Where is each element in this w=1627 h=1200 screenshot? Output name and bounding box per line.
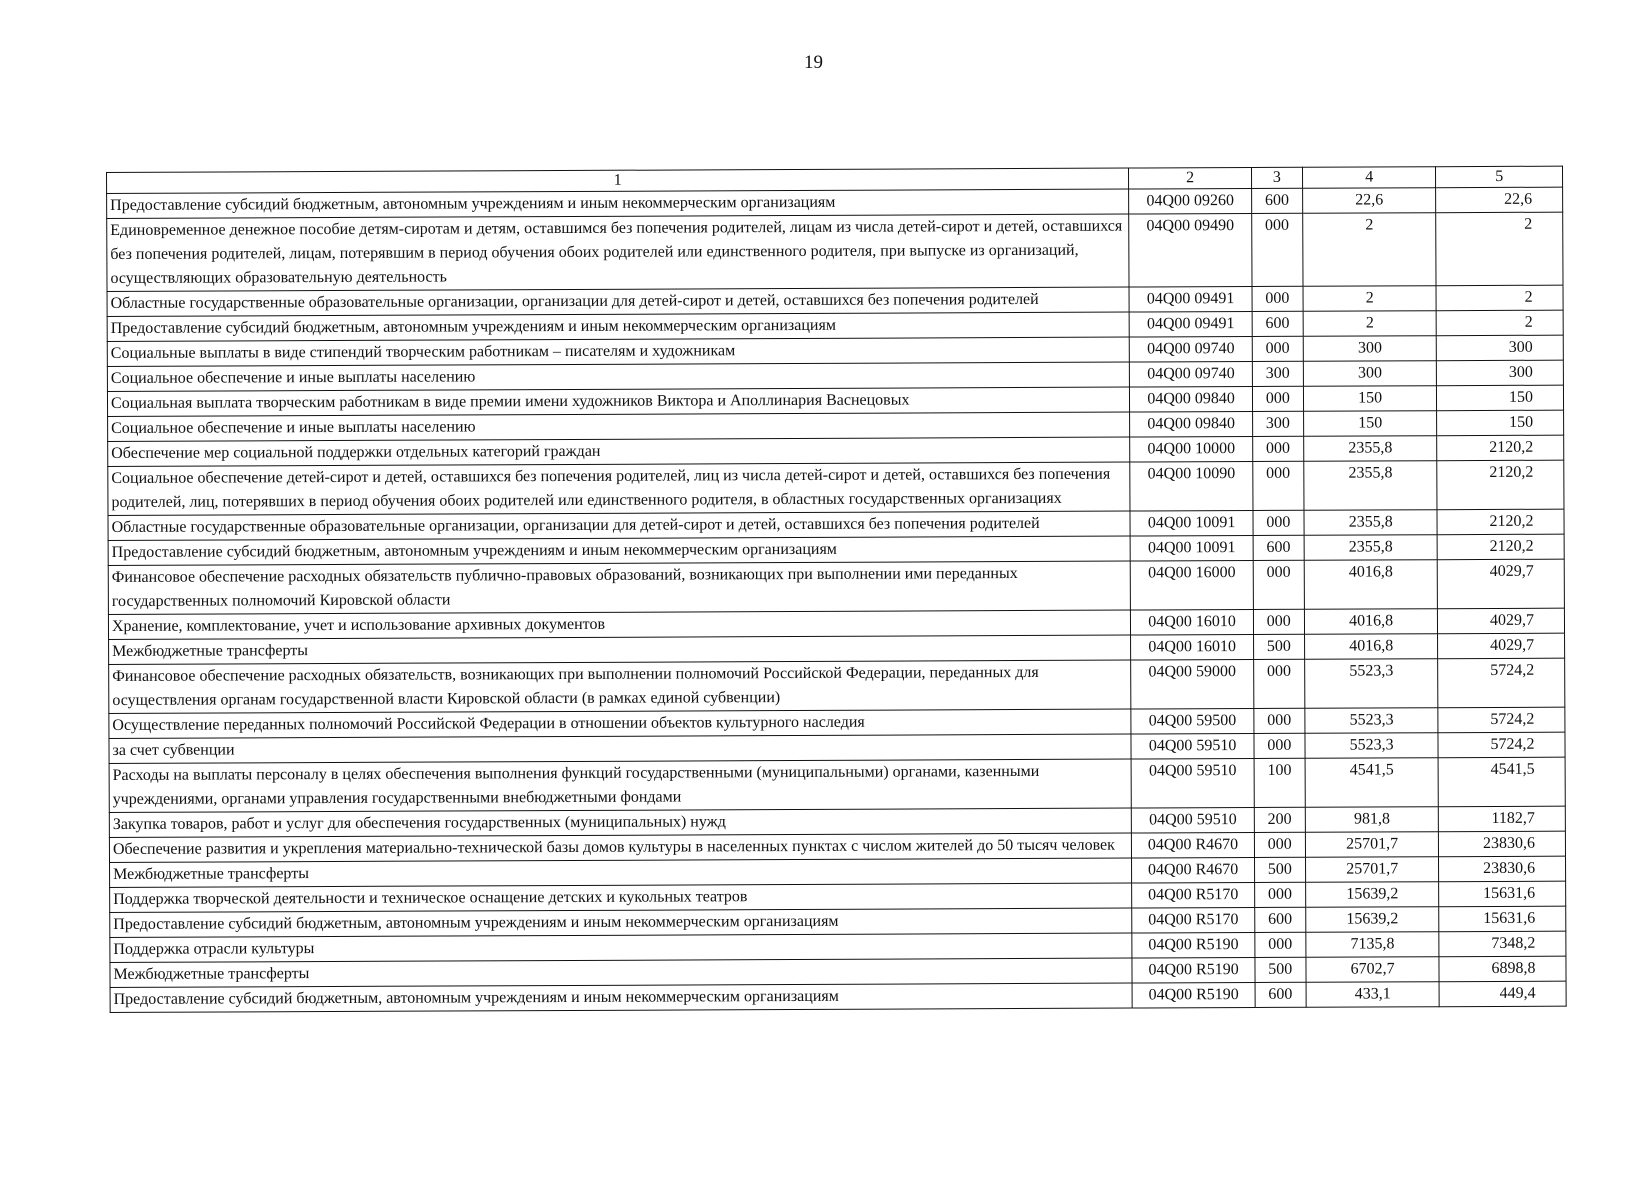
- expense-type-cell: 000: [1252, 436, 1303, 461]
- expense-name-cell: Закупка товаров, работ и услуг для обеспечения государственных (муниципальных) нужд: [109, 808, 1131, 837]
- expense-type-cell: 000: [1253, 659, 1304, 708]
- expense-type-cell: 500: [1254, 857, 1305, 882]
- expense-type-cell: 000: [1253, 609, 1304, 634]
- amount-year1-cell: 5523,3: [1304, 659, 1438, 709]
- expense-name-cell: Межбюджетные трансферты: [110, 858, 1132, 887]
- budget-code-cell: 04Q00 09260: [1129, 189, 1252, 215]
- amount-year2-cell: 2120,2: [1437, 509, 1564, 535]
- expense-name-cell: Социальное обеспечение и иные выплаты населению: [107, 362, 1129, 391]
- expense-type-cell: 600: [1251, 188, 1302, 213]
- expense-type-cell: 300: [1252, 411, 1303, 436]
- amount-year1-cell: 4541,5: [1305, 758, 1439, 808]
- budget-code-cell: 04Q00 09490: [1129, 214, 1252, 288]
- expense-name-cell: Единовременное денежное пособие детям-сиротам и детям, оставшимся без попечения родителей, лицам из числа детей-сирот и детей, оставшихся без попечения родителей, лицам, потерявшим в период обучения обоих родителей или единственного родителя, при выпуске из организаций, осуществляющих образовательную деятельность: [107, 214, 1130, 291]
- expense-type-cell: 000: [1251, 213, 1302, 286]
- table-row: [108, 460, 1564, 515]
- expense-type-cell: 500: [1255, 957, 1306, 982]
- expense-name-cell: Социальная выплата творческим работникам в виде премии имени художников Виктора и Аполлинария Васнецовых: [107, 387, 1129, 416]
- expense-type-cell: 000: [1253, 510, 1304, 535]
- amount-year2-cell: 2: [1437, 310, 1564, 336]
- budget-code-cell: 04Q00 10090: [1130, 461, 1253, 511]
- expense-name-cell: Хранение, комплектование, учет и использование архивных документов: [108, 610, 1130, 639]
- expense-type-cell: 100: [1254, 758, 1305, 807]
- amount-year1-cell: 25701,7: [1305, 857, 1439, 883]
- expense-name-cell: Финансовое обеспечение расходных обязательств, возникающих при выполнении полномочий Российской Федерации, переданных для осуществления органам государственной власти Кировской области (в рамках единой субвенции): [109, 660, 1132, 713]
- budget-code-cell: 04Q00 59500: [1131, 708, 1254, 734]
- amount-year1-cell: 22,6: [1302, 188, 1436, 214]
- header-cell-5: 5: [1436, 166, 1563, 188]
- budget-code-cell: 04Q00 09491: [1129, 312, 1252, 338]
- amount-year2-cell: 6898,8: [1439, 956, 1566, 982]
- amount-year1-cell: 15639,2: [1305, 882, 1439, 908]
- amount-year2-cell: 7348,2: [1439, 931, 1566, 957]
- expense-type-cell: 600: [1253, 535, 1304, 560]
- amount-year2-cell: 2: [1436, 285, 1563, 311]
- budget-code-cell: 04Q00 R5190: [1132, 982, 1255, 1008]
- expense-type-cell: 200: [1254, 807, 1305, 832]
- expense-name-cell: Предоставление субсидий бюджетным, автономным учреждениям и иным некоммерческим организациям: [107, 189, 1129, 218]
- amount-year2-cell: 22,6: [1436, 187, 1563, 213]
- expense-name-cell: за счет субвенции: [109, 734, 1131, 763]
- amount-year2-cell: 300: [1437, 360, 1564, 386]
- budget-code-cell: 04Q00 R5190: [1132, 957, 1255, 983]
- expense-name-cell: Расходы на выплаты персоналу в целях обеспечения выполнения функций государственными (муниципальными) органами, казенными учреждениями, органами управления государственными внебюджетными фондами: [109, 759, 1132, 812]
- expense-name-cell: Поддержка творческой деятельности и техническое оснащение детских и кукольных театров: [110, 883, 1132, 912]
- amount-year1-cell: 4016,8: [1304, 560, 1438, 610]
- expense-type-cell: 600: [1255, 907, 1306, 932]
- expense-type-cell: 000: [1252, 386, 1303, 411]
- amount-year1-cell: 4016,8: [1304, 609, 1438, 635]
- amount-year2-cell: 2120,2: [1437, 435, 1564, 461]
- budget-code-cell: 04Q00 59510: [1132, 807, 1255, 833]
- expense-name-cell: Межбюджетные трансферты: [109, 635, 1131, 664]
- amount-year2-cell: 150: [1437, 410, 1564, 436]
- budget-code-cell: 04Q00 10091: [1130, 510, 1253, 536]
- header-cell-3: 3: [1251, 167, 1302, 188]
- budget-code-cell: 04Q00 09740: [1130, 362, 1253, 388]
- expense-name-cell: Предоставление субсидий бюджетным, автономным учреждениям и иным некоммерческим организациям: [110, 908, 1132, 937]
- amount-year1-cell: 150: [1303, 386, 1437, 412]
- amount-year2-cell: 5724,2: [1438, 707, 1565, 733]
- header-cell-2: 2: [1129, 168, 1252, 190]
- table-row: [109, 757, 1565, 812]
- expense-type-cell: 500: [1253, 634, 1304, 659]
- expense-name-cell: Предоставление субсидий бюджетным, автономным учреждениям и иным некоммерческим организациям: [107, 312, 1129, 341]
- budget-code-cell: 04Q00 R5190: [1132, 932, 1255, 958]
- amount-year1-cell: 4016,8: [1304, 634, 1438, 660]
- amount-year1-cell: 15639,2: [1306, 907, 1440, 933]
- expense-name-cell: Финансовое обеспечение расходных обязательств публично-правовых образований, возникающих при выполнении ими переданных государственных полномочий Кировской области: [108, 561, 1131, 614]
- budget-code-cell: 04Q00 R4670: [1132, 857, 1255, 883]
- table-row: [109, 658, 1565, 713]
- budget-table: [106, 166, 1567, 1013]
- amount-year2-cell: 4029,7: [1438, 633, 1565, 659]
- amount-year1-cell: 2: [1303, 213, 1437, 287]
- amount-year1-cell: 2355,8: [1304, 510, 1438, 536]
- header-cell-4: 4: [1302, 167, 1436, 189]
- budget-code-cell: 04Q00 16000: [1131, 560, 1254, 610]
- budget-code-cell: 04Q00 R5170: [1132, 907, 1255, 933]
- expense-name-cell: Социальные выплаты в виде стипендий творческим работникам – писателям и художникам: [107, 337, 1129, 366]
- table-row: [108, 559, 1564, 614]
- budget-code-cell: 04Q00 59510: [1131, 733, 1254, 759]
- amount-year1-cell: 7135,8: [1306, 932, 1440, 958]
- expense-name-cell: Социальное обеспечение и иные выплаты населению: [108, 412, 1130, 441]
- amount-year1-cell: 433,1: [1306, 982, 1440, 1008]
- expense-type-cell: 000: [1253, 461, 1304, 510]
- budget-code-cell: 04Q00 09840: [1130, 412, 1253, 438]
- amount-year1-cell: 2: [1303, 286, 1437, 312]
- budget-code-cell: 04Q00 R4670: [1132, 832, 1255, 858]
- expense-name-cell: Поддержка отрасли культуры: [110, 933, 1132, 962]
- expense-type-cell: 000: [1255, 932, 1306, 957]
- amount-year1-cell: 2355,8: [1304, 535, 1438, 561]
- budget-code-cell: 04Q00 59000: [1131, 659, 1254, 709]
- table-row: [107, 212, 1563, 291]
- amount-year1-cell: 300: [1303, 336, 1437, 362]
- expense-type-cell: 600: [1252, 311, 1303, 336]
- expense-type-cell: 000: [1253, 560, 1304, 609]
- amount-year2-cell: 2120,2: [1437, 460, 1564, 510]
- amount-year2-cell: 150: [1437, 385, 1564, 411]
- budget-code-cell: 04Q00 09491: [1129, 287, 1252, 313]
- expense-type-cell: 000: [1254, 708, 1305, 733]
- budget-code-cell: 04Q00 16010: [1131, 609, 1254, 635]
- expense-name-cell: Обеспечение мер социальной поддержки отдельных категорий граждан: [108, 437, 1130, 466]
- expense-type-cell: 000: [1254, 882, 1305, 907]
- amount-year1-cell: 6702,7: [1306, 957, 1440, 983]
- expense-name-cell: Областные государственные образовательные организации, организации для детей-сирот и детей, оставшихся без попечения родителей: [108, 511, 1130, 540]
- amount-year2-cell: 2120,2: [1438, 534, 1565, 560]
- amount-year1-cell: 2355,8: [1303, 436, 1437, 462]
- table-body: [107, 187, 1567, 1012]
- expense-type-cell: 000: [1252, 336, 1303, 361]
- amount-year1-cell: 300: [1303, 361, 1437, 387]
- amount-year1-cell: 25701,7: [1305, 832, 1439, 858]
- amount-year2-cell: 300: [1437, 335, 1564, 361]
- budget-code-cell: 04Q00 R5170: [1132, 882, 1255, 908]
- expense-type-cell: 000: [1252, 286, 1303, 311]
- expense-name-cell: Областные государственные образовательные организации, организации для детей-сирот и детей, оставшихся без попечения родителей: [107, 287, 1129, 316]
- amount-year1-cell: 2: [1303, 311, 1437, 337]
- amount-year2-cell: 15631,6: [1439, 881, 1566, 907]
- amount-year2-cell: 5724,2: [1438, 732, 1565, 758]
- amount-year2-cell: 4029,7: [1438, 608, 1565, 634]
- budget-code-cell: 04Q00 59510: [1131, 758, 1254, 808]
- expense-name-cell: Обеспечение развития и укрепления материально-технической базы домов культуры в населенных пунктах с числом жителей до 50 тысяч человек: [109, 833, 1131, 862]
- amount-year2-cell: 23830,6: [1439, 856, 1566, 882]
- amount-year2-cell: 4029,7: [1438, 559, 1565, 609]
- table-row: [110, 981, 1566, 1012]
- budget-code-cell: 04Q00 09740: [1130, 337, 1253, 363]
- page-number: 19: [804, 52, 823, 73]
- expense-name-cell: Предоставление субсидий бюджетным, автономным учреждениям и иным некоммерческим организациям: [110, 983, 1132, 1012]
- expense-type-cell: 000: [1254, 832, 1305, 857]
- amount-year2-cell: 1182,7: [1439, 806, 1566, 832]
- amount-year1-cell: 5523,3: [1305, 708, 1439, 734]
- budget-code-cell: 04Q00 10000: [1130, 437, 1253, 463]
- expense-type-cell: 000: [1254, 733, 1305, 758]
- amount-year1-cell: 5523,3: [1305, 733, 1439, 759]
- amount-year2-cell: 23830,6: [1439, 831, 1566, 857]
- amount-year2-cell: 2: [1436, 212, 1563, 286]
- header-cell-1: 1: [107, 168, 1129, 193]
- budget-code-cell: 04Q00 10091: [1130, 535, 1253, 561]
- expense-name-cell: Социальное обеспечение детей-сирот и детей, оставшихся без попечения родителей, лиц из числа детей-сирот и детей, оставшихся без попечения родителей, лиц, потерявших в период обучения обоих родителей или единственного родителя, в областных государственных организациях: [108, 462, 1131, 515]
- amount-year1-cell: 150: [1303, 411, 1437, 437]
- expense-type-cell: 600: [1255, 982, 1306, 1007]
- expense-name-cell: Межбюджетные трансферты: [110, 958, 1132, 987]
- expense-type-cell: 300: [1252, 361, 1303, 386]
- amount-year2-cell: 4541,5: [1439, 757, 1566, 807]
- budget-code-cell: 04Q00 09840: [1130, 387, 1253, 413]
- budget-code-cell: 04Q00 16010: [1131, 634, 1254, 660]
- amount-year2-cell: 5724,2: [1438, 658, 1565, 708]
- amount-year2-cell: 15631,6: [1439, 906, 1566, 932]
- expense-name-cell: Осуществление переданных полномочий Российской Федерации в отношении объектов культурного наследия: [109, 709, 1131, 738]
- amount-year1-cell: 2355,8: [1304, 461, 1438, 511]
- amount-year2-cell: 449,4: [1440, 981, 1567, 1007]
- amount-year1-cell: 981,8: [1305, 807, 1439, 833]
- expense-name-cell: Предоставление субсидий бюджетным, автономным учреждениям и иным некоммерческим организациям: [108, 536, 1130, 565]
